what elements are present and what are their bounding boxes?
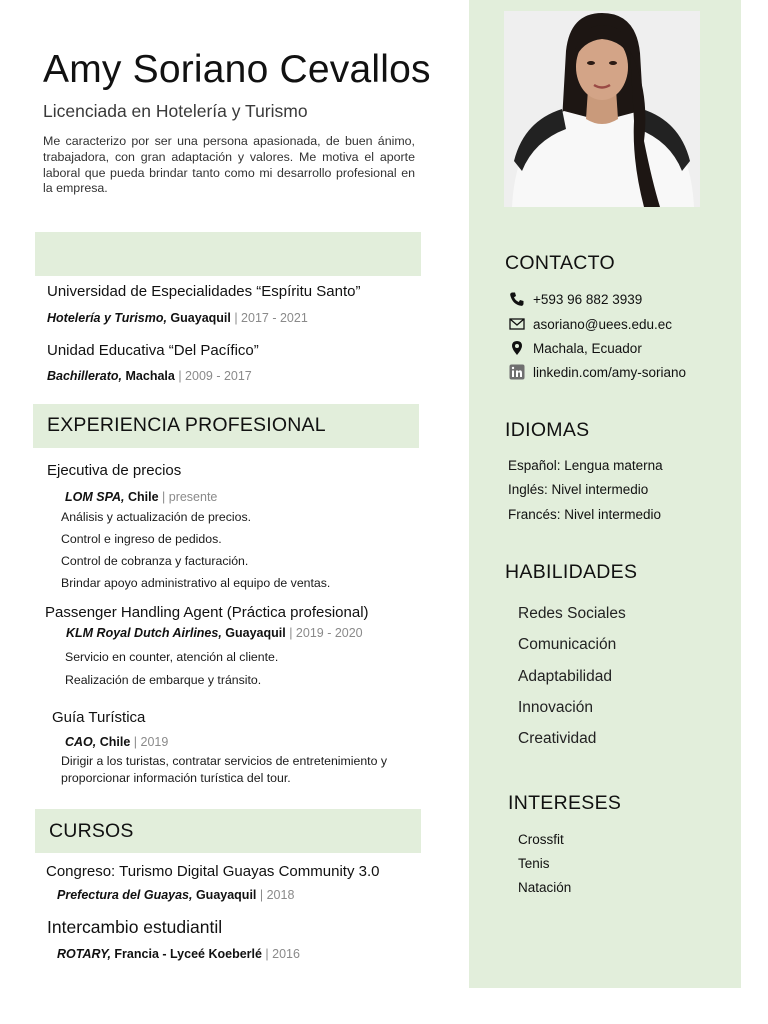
experience-heading: EXPERIENCIA PROFESIONAL [47, 414, 326, 436]
job-task: Dirigir a los turistas, contratar servicios de entretenimiento y [61, 754, 387, 768]
education-detail: Hotelería y Turismo, Guayaquil | 2017 - 2021 [47, 311, 308, 325]
job-company: CAO, Chile | 2019 [65, 735, 169, 749]
contact-linkedin [509, 364, 686, 380]
job-task: Servicio en counter, atención al cliente. [65, 650, 279, 664]
job-role: Guía Turística [52, 709, 146, 726]
skill-item: Comunicación [518, 636, 617, 653]
job-company: KLM Royal Dutch Airlines, Guayaquil | 2019 - 2020 [66, 626, 363, 640]
course-title: Congreso: Turismo Digital Guayas Community 3.0 [46, 863, 380, 880]
education-institution: Universidad de Especialidades “Espíritu Santo” [47, 283, 361, 300]
job-task: Control e ingreso de pedidos. [61, 532, 222, 546]
skill-item: Creatividad [518, 730, 597, 747]
phone-icon [509, 291, 525, 307]
job-role: Ejecutiva de precios [47, 462, 182, 479]
mail-icon [509, 316, 525, 332]
job-task: Control de cobranza y facturación. [61, 554, 249, 568]
candidate-title: Licenciada en Hotelería y Turismo [43, 101, 308, 121]
job-task: Realización de embarque y tránsito. [65, 673, 262, 687]
email-text: asoriano@uees.edu.ec [533, 316, 673, 332]
candidate-name: Amy Soriano Cevallos [43, 48, 431, 91]
phone-text: +593 96 882 3939 [533, 291, 643, 307]
job-task: Brindar apoyo administrativo al equipo de ventas. [61, 576, 331, 590]
education-detail: Bachillerato, Machala | 2009 - 2017 [47, 369, 252, 383]
course-org: ROTARY, Francia - Lyceé Koeberlé | 2016 [57, 947, 300, 961]
interests-heading: INTERESES [508, 792, 622, 814]
contact-heading: CONTACTO [505, 252, 616, 274]
job-task: proporcionar información turística del tour. [61, 771, 291, 785]
language-item: Español: Lengua materna [508, 458, 663, 473]
profile-photo [504, 11, 700, 207]
skill-item: Innovación [518, 699, 593, 716]
interest-item: Tenis [518, 856, 550, 871]
language-item: Francés: Nivel intermedio [508, 507, 662, 522]
linkedin-icon [509, 364, 525, 380]
course-title: Intercambio estudiantil [47, 917, 223, 937]
education-institution: Unidad Educativa “Del Pacífico” [47, 342, 259, 359]
location-text: Machala, Ecuador [533, 340, 642, 356]
location-pin-icon [509, 340, 525, 356]
linkedin-text: linkedin.com/amy-soriano [533, 364, 687, 380]
experience-band [33, 404, 419, 448]
courses-heading: CURSOS [49, 820, 134, 842]
interest-item: Crossfit [518, 832, 564, 847]
languages-heading: IDIOMAS [505, 419, 590, 441]
course-org: Prefectura del Guayas, Guayaquil | 2018 [57, 888, 295, 902]
interest-item: Natación [518, 880, 572, 895]
contact-location [509, 340, 642, 356]
contact-phone [509, 291, 642, 307]
skill-item: Redes Sociales [518, 605, 626, 622]
job-company: LOM SPA, Chile | presente [65, 490, 218, 504]
courses-band [35, 809, 421, 853]
skills-heading: HABILIDADES [505, 561, 638, 583]
education-band [35, 232, 421, 276]
job-role: Passenger Handling Agent (Práctica profesional) [45, 604, 369, 621]
contact-email [509, 316, 672, 332]
profile-summary: Me caracterizo por ser una persona apasionada, de buen ánimo, trabajadora, con gran adaptación y valores. Me motiva el aporte laboral que pueda brindar tanto como mi desarrollo profesional en la empresa. [43, 134, 415, 196]
job-task: Análisis y actualización de precios. [61, 510, 252, 524]
skill-item: Adaptabilidad [518, 668, 612, 685]
language-item: Inglés: Nivel intermedio [508, 482, 649, 497]
